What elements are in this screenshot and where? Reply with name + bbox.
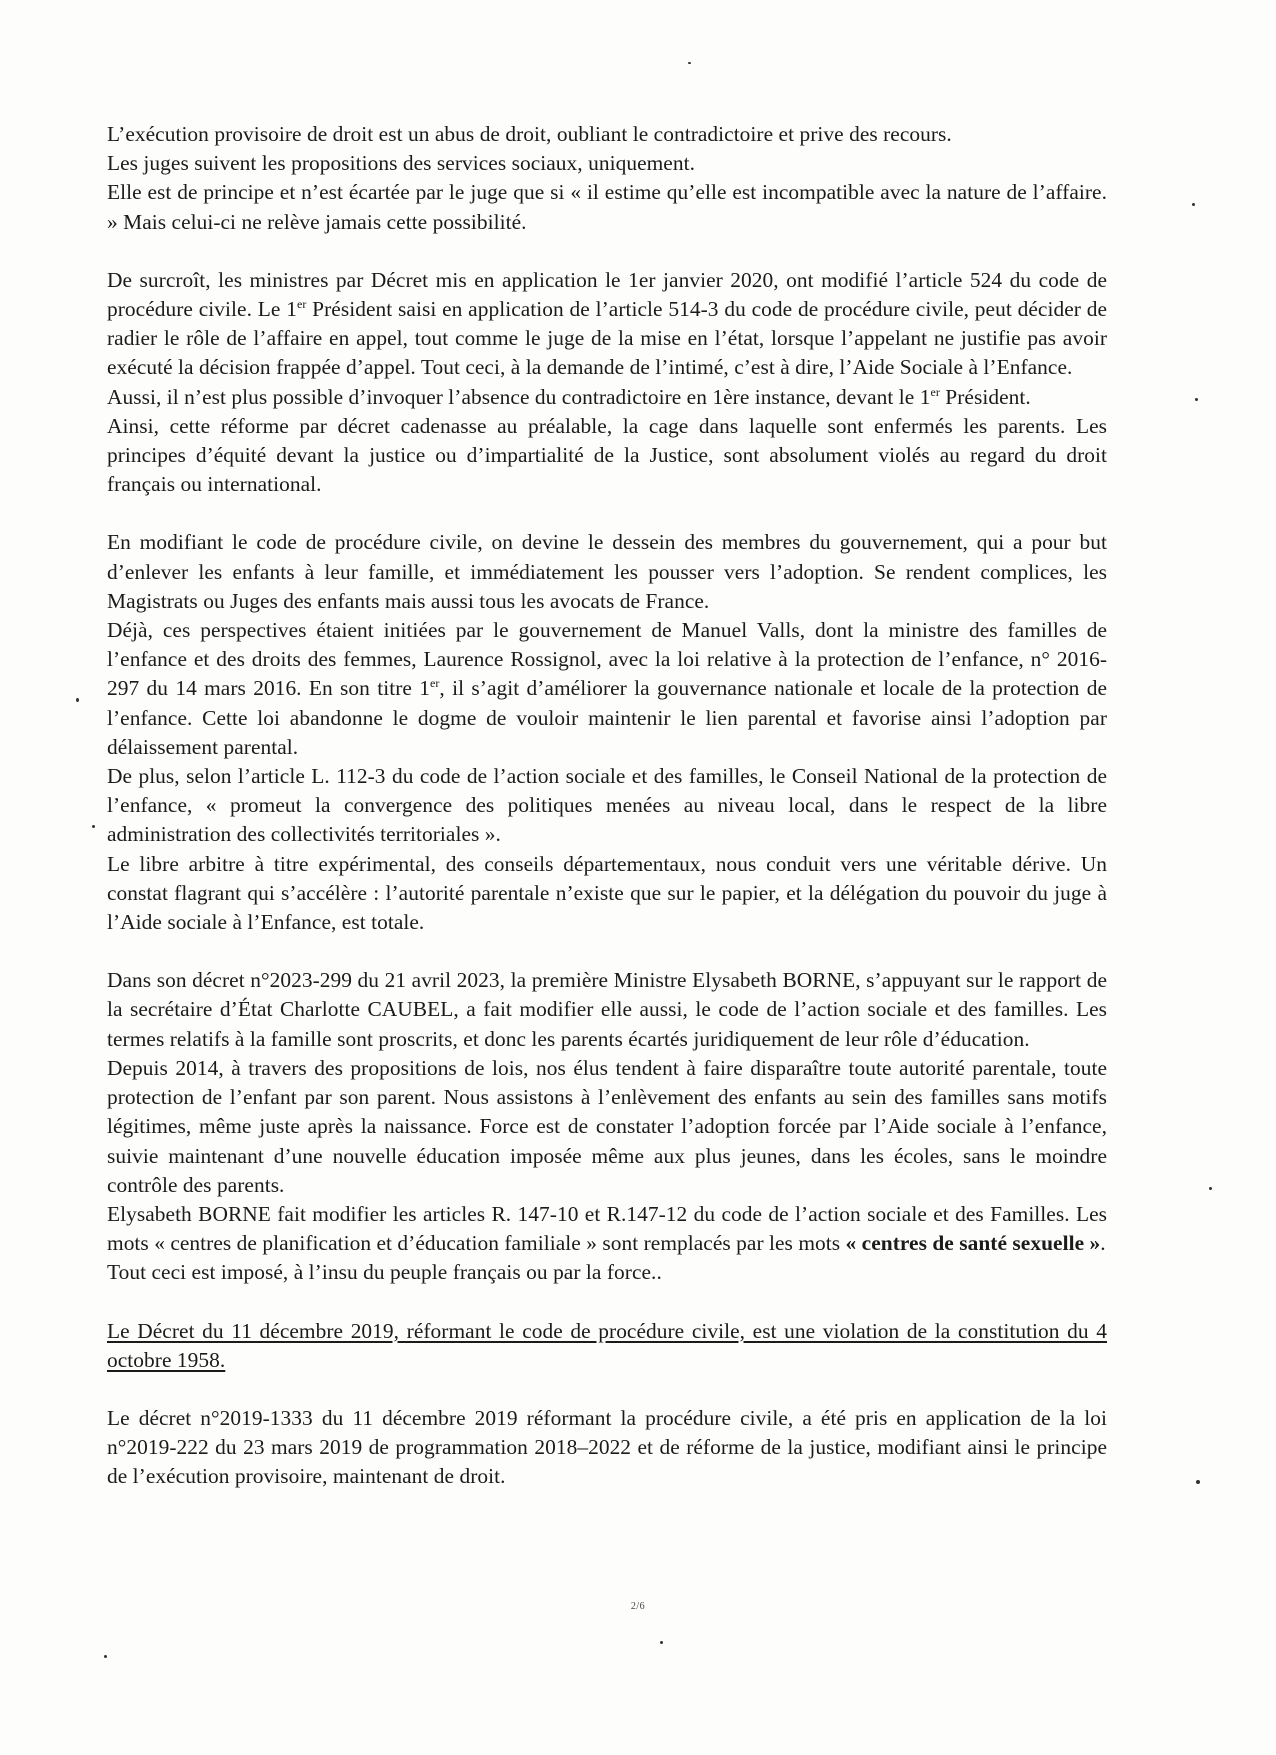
- paragraph: Dans son décret n°2023-299 du 21 avril 2023, la première Ministre Elysabeth BORNE, s’appuyant sur le rapport de la secrétaire d’État Charlotte CAUBEL, a fait modifier elle aussi, le code de l’action sociale et des familles. Les termes relatifs à la famille sont proscrits, et donc les parents écartés juridiquement de leur rôle d’éducation.: [107, 968, 1107, 1051]
- paragraph: L’exécution provisoire de droit est un abus de droit, oubliant le contradictoire et prive des recours.: [107, 122, 952, 146]
- bold-phrase: « centres de santé sexuelle »: [845, 1231, 1101, 1256]
- scan-speck: [104, 1655, 107, 1658]
- scan-speck: [688, 62, 691, 64]
- paragraph: En modifiant le code de procédure civile, on devine le dessein des membres du gouvernement, qui a pour but d’enlever les enfants à leur famille, et immédiatement les pousser vers l’adoption. Se rendent complices, les Magistrats ou Juges des enfants mais aussi tous les avocats de France.: [107, 530, 1107, 613]
- paragraph: Elle est de principe et n’est écartée par le juge que si « il estime qu’elle est incompatible avec la nature de l’affaire. » Mais celui-ci ne relève jamais cette possibilité.: [107, 180, 1107, 234]
- scan-speck: [1192, 203, 1195, 206]
- scan-speck: [92, 825, 95, 828]
- paragraph: Aussi, il n’est plus possible d’invoquer l’absence du contradictoire en 1ère instance, devant le 1er Président.: [107, 384, 1031, 409]
- scan-speck: [1209, 1187, 1212, 1190]
- page-number: 2/6: [630, 1601, 646, 1612]
- paragraph: De surcroît, les ministres par Décret mis en application le 1er janvier 2020, ont modifié l’article 524 du code de procédure civile. Le 1er Président saisi en application de l’article 514-3 du code de procédure civile, peut décider de radier le rôle de l’affaire en appel, tout comme le juge de la mise en l’état, lorsque l’appelant ne justifie pas avoir exécuté la décision frappée d’appel. Tout ceci, à la demande de l’intimé, c’est à dire, l’Aide Sociale à l’Enfance.: [107, 267, 1107, 380]
- scan-speck: [1196, 1480, 1200, 1484]
- paragraph: Les juges suivent les propositions des services sociaux, uniquement.: [107, 151, 695, 176]
- paragraph: Tout ceci est imposé, à l’insu du peuple français ou par la force..: [107, 1260, 662, 1285]
- paragraph: Ainsi, cette réforme par décret cadenasse au préalable, la cage dans laquelle sont enfermés les parents. Les principes d’équité devant la justice ou d’impartialité de la Justice, sont absolument violés au regard du droit français ou international.: [107, 413, 1107, 497]
- paragraph: Déjà, ces perspectives étaient initiées par le gouvernement de Manuel Valls, dont la ministre des familles de l’enfance et des droits des femmes, Laurence Rossignol, avec la loi relative à la protection de l’enfance, n° 2016-297 du 14 mars 2016. En son titre 1er, il s’agit d’améliorer la gouvernance nationale et locale de la protection de l’enfance. Cette loi abandonne le dogme de vouloir maintenir le lien parental et favorise ainsi l’adoption par délaissement parental.: [107, 618, 1107, 759]
- section-heading: Le Décret du 11 décembre 2019, réformant le code de procédure civile, est une violation de la constitution du 4 octobre 1958.: [107, 1318, 1107, 1372]
- paragraph: Le libre arbitre à titre expérimental, des conseils départementaux, nous conduit vers une véritable dérive. Un constat flagrant qui s’accélère : l’autorité parentale n’existe que sur le papier, et la délégation du pouvoir du juge à l’Aide sociale à l’Enfance, est totale.: [107, 851, 1107, 935]
- scan-speck: [660, 1641, 663, 1644]
- paragraph: Depuis 2014, à travers des propositions de lois, nos élus tendent à faire disparaître toute autorité parentale, toute protection de l’enfant par son parent. Nous assistons à l’enlèvement des enfants au sein des familles sans motifs légitimes, même juste après la naissance. Force est de constater l’adoption forcée par l’Aide sociale à l’enfance, suivie maintenant d’une nouvelle éducation imposée même aux plus jeunes, dans les écoles, sans le moindre contrôle des parents.: [107, 1055, 1107, 1197]
- scan-speck: [76, 698, 79, 702]
- document-body: [107, 120, 1107, 1492]
- paragraph: De plus, selon l’article L. 112-3 du code de l’action sociale et des familles, le Conseil National de la protection de l’enfance, « promeut la convergence des politiques menées au niveau local, dans le respect de la libre administration des collectivités territoriales ».: [107, 764, 1107, 847]
- paragraph: Elysabeth BORNE fait modifier les articles R. 147-10 et R.147-12 du code de l’action sociale et des Familles. Les mots « centres de planification et d’éducation familiale » sont remplacés par les mots « centres de santé sexuelle ».: [107, 1201, 1107, 1256]
- paragraph: Le décret n°2019-1333 du 11 décembre 2019 réformant la procédure civile, a été pris en application de la loi n°2019-222 du 23 mars 2019 de programmation 2018–2022 et de réforme de la justice, modifiant ainsi le principe de l’exécution provisoire, maintenant de droit.: [107, 1405, 1107, 1489]
- scan-speck: [1195, 398, 1198, 401]
